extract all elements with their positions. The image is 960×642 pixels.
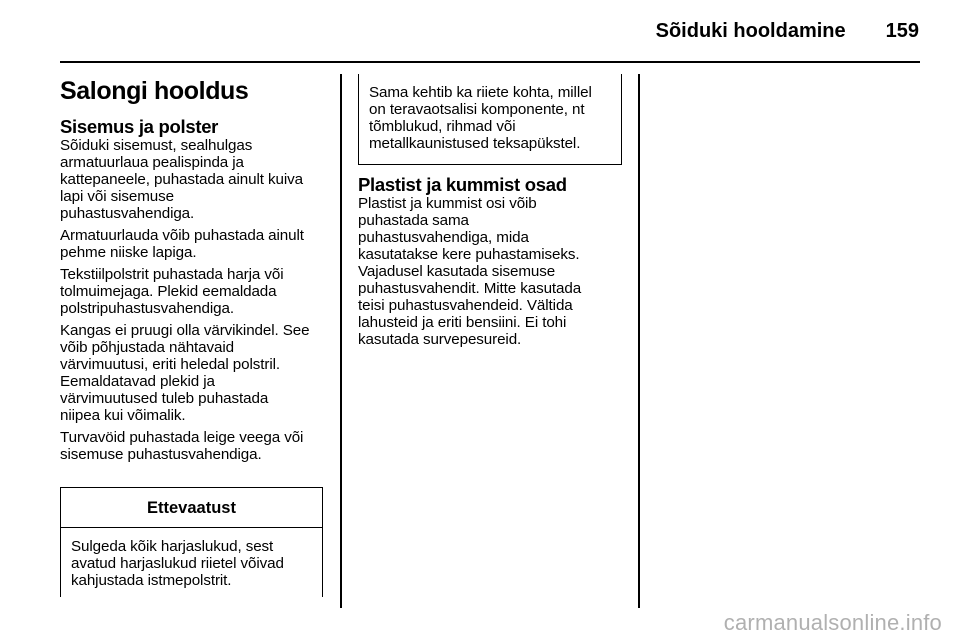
section-heading: Salongi hooldus [60, 77, 249, 105]
caution-text: Sulgeda kõik harjaslukud, sest avatud harjaslukud riietel võivad kahjustada istmepolstrit. [71, 538, 284, 589]
page-number: 159 [885, 20, 919, 42]
paragraph: Plastist ja kummist osi võib puhastada sama puhastusvahendiga, mida kasutatakse kere puhastamiseks. Vajadusel kasutada sisemuse puhastusvahendit. Mitte kasutada teisi puhastusvahendeid. Vältida lahusteid ja eriti bensiini. Ei tohi kasutada survepesureid. [358, 195, 582, 348]
paragraph: Tekstiilpolstrit puhastada harja või tolmuimejaga. Plekid eemaldada polstripuhastusvahendiga. [60, 266, 284, 317]
column-divider-2 [638, 74, 640, 608]
note-box: Sama kehtib ka riiete kohta, millel on teravaotsalisi komponente, nt tõmblukud, rihmad või metallkaunistused teksapükstel. [358, 74, 622, 165]
subsection-heading-plastic: Plastist ja kummist osad [358, 174, 567, 195]
middle-column [358, 164, 624, 348]
watermark: carmanualsonline.info [723, 610, 942, 635]
paragraph: Kangas ei pruugi olla värvikindel. See võib põhjustada nähtavaid värvimuutusi, eriti heledal polstril. Eemaldatavad plekid ja värvimuutused tuleb puhastada niipea kui võimalik. [60, 322, 310, 424]
paragraph: Armatuurlauda võib puhastada ainult pehme niiske lapiga. [60, 227, 304, 261]
page-header [656, 20, 919, 43]
column-divider-1 [340, 74, 342, 608]
subsection-heading-interior: Sisemus ja polster [60, 116, 219, 137]
caution-box [60, 487, 323, 597]
chapter-title: Sõiduki hooldamine [655, 20, 846, 42]
paragraph: Sõiduki sisemust, sealhulgas armatuurlaua pealispinda ja kattepaneele, puhastada ainult kuiva lapi või sisemuse puhastusvahendiga. [60, 137, 303, 222]
caution-title: Ettevaatust [61, 488, 322, 528]
left-column [60, 62, 324, 463]
paragraph: Turvavöid puhastada leige veega või sisemuse puhastusvahendiga. [60, 429, 304, 463]
